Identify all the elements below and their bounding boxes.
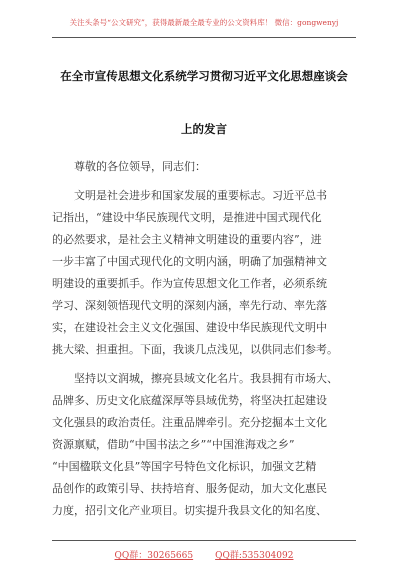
paragraph-2-line: 坚持以文润城，擦亮县域文化名片。我县拥有市场大、 (74, 372, 338, 385)
footer-divider (52, 540, 356, 541)
paragraph-2-line: 力度，招引文化产业项目。切实提升我县文化的知名度、 (52, 504, 327, 517)
paragraph-1-line: 明建设的重要抓手。作为宣传思想文化工作者，必须系统 (52, 277, 327, 290)
qq-group-2: QQ群:535304092 (215, 551, 294, 561)
paragraph-1-line: 挑大梁、担重担。下面，我谈几点浅见，以供同志们参考。 (52, 343, 338, 356)
paragraph-1-line: 记指出，“建设中华民族现代文明，是推进中国式现代化 (52, 211, 322, 224)
paragraph-1-line: 实，在建设社会主义文化强国、建设中华民族现代文明中 (52, 321, 327, 334)
footer (0, 548, 408, 561)
document-title-continued: 上的发言 (181, 122, 227, 136)
paragraph-2-line: “中国楹联文化县”等国字号特色文化标识，加强文艺精 (52, 460, 317, 473)
paragraph-1-line: 学习、深刻领悟现代文明的深刻内涵，率先行动、率先落 (52, 299, 327, 312)
header-divider (52, 37, 356, 38)
paragraph-1-line: 的必然要求，是社会主义精神文明建设的重要内容”，进 (52, 233, 322, 246)
paragraph-2-line: 品创作的政策引导、扶持培育、服务促动，加大文化惠民 (52, 482, 327, 495)
paragraph-2-line: 品牌多、历史文化底蕴深厚等县域优势，将坚决扛起建设 (52, 394, 327, 407)
header-banner: 关注头条号“公文研究”，获得最新最全最专业的公文资料库！ 微信：gongwenyj (69, 18, 339, 27)
document-title: 在全市宣传思想文化系统学习贯彻习近平文化思想座谈会 (60, 69, 348, 83)
salutation: 尊敬的各位领导，同志们： (74, 160, 206, 173)
paragraph-2-line: 资源禀赋，借助“中国书法之乡”“中国淮海戏之乡” (52, 438, 295, 451)
paragraph-1-line: 文明是社会进步和国家发展的重要标志。习近平总书 (74, 189, 327, 202)
qq-group-1: QQ群：30265665 (114, 551, 194, 561)
paragraph-2-line: 文化强县的政治责任。注重品牌牵引。充分挖掘本土文化 (52, 416, 327, 429)
paragraph-1-line: 一步丰富了中国式现代化的文明内涵，明确了加强精神文 (52, 255, 327, 268)
document-body (52, 156, 356, 522)
